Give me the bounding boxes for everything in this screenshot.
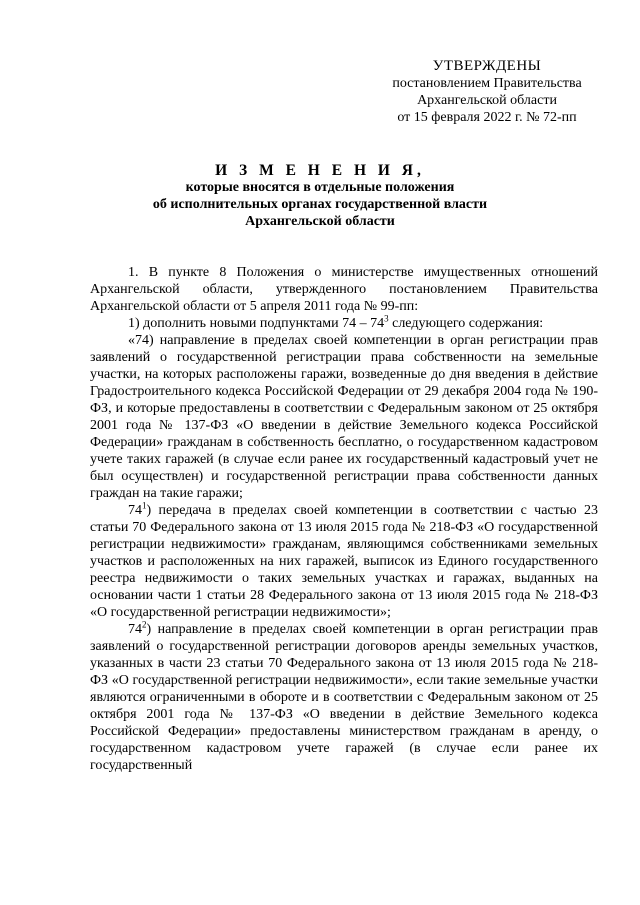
approval-heading: УТВЕРЖДЕНЫ	[432, 58, 542, 74]
approval-line: постановлением Правительства	[392, 76, 582, 91]
title-line: Архангельской области	[245, 214, 395, 229]
paragraph-text: ) направление в пределах своей компетенции в орган регистрации прав заявлений о государственной регистрации договоров аренды земельных участков, указанных в части 23 статьи 70 Федерального закона от 13 июля 2015 года № 218-ФЗ «О государственной регистрации недвижимости», если такие земельные участки являются ограниченными в обороте и в соответствии с Федеральным законом от 25 октября 2001 года № 137-ФЗ «О введении в действие Земельного кодекса Российской Федерации» предоставлены министерством гражданам в аренду, о государственном кадастровом учете гаражей (в случае если ранее их государственный	[90, 622, 598, 773]
superscript: 3	[384, 313, 389, 324]
paragraph: «74) направление в пределах своей компетенции в орган регистрации прав заявлений о государственной регистрации права собственности на земельные участки, на которых расположены гаражи, возведенные до дня введения в действие Градостроительного кодекса Российской Федерации от 29 декабря 2004 года № 190-ФЗ, и которые предоставлены в соответствии с Федеральным законом от 25 октября 2001 года № 137-ФЗ «О введении в действие Земельного кодекса Российской Федерации» гражданам в собственность бесплатно, о государственном кадастровом учете таких гаражей (в случае если ранее их государственный кадастровый учет не был осуществлен) и государственной регистрации права собственности данных граждан на такие гаражи;	[90, 333, 598, 501]
subpoint-number: 74	[128, 622, 142, 637]
paragraph-text: 1) дополнить новыми подпунктами 74 – 74	[128, 316, 385, 331]
approval-stamp	[382, 58, 592, 126]
paragraph-text: следующего содержания:	[388, 316, 544, 331]
paragraph	[90, 502, 598, 621]
approval-date: от 15 февраля 2022 г. № 72-пп	[397, 110, 577, 125]
paragraph-text: ) передача в пределах своей компетенции в соответствии с частью 23 статьи 70 Федерального закона от 13 июля 2015 года № 218-ФЗ «О государственной регистрации недвижимости» гражданам, являющимся собственниками земельных участков и расположенных на них гаражей, выписок из Единого государственного реестра недвижимости о таких земельных участках и гаражах, выданных на основании части 1 статьи 28 Федерального закона от 13 июля 2015 года № 218-ФЗ «О государственной регистрации недвижимости»;	[90, 503, 598, 620]
paragraph	[90, 621, 598, 774]
superscript: 1	[142, 500, 147, 511]
superscript: 2	[142, 619, 147, 630]
title-line: которые вносятся в отдельные положения	[185, 180, 455, 195]
title-main: И З М Е Н Е Н И Я,	[215, 162, 425, 179]
document-title	[60, 162, 580, 230]
document-body	[90, 264, 598, 774]
subpoint-number: 74	[128, 503, 142, 518]
title-line: об исполнительных органах государственной власти	[152, 197, 488, 212]
paragraph	[90, 315, 598, 332]
approval-line: Архангельской области	[417, 93, 557, 108]
paragraph: 1. В пункте 8 Положения о министерстве имущественных отношений Архангельской области, утвержденного постановлением Правительства Архангельской области от 5 апреля 2011 года № 99-пп:	[90, 265, 598, 314]
